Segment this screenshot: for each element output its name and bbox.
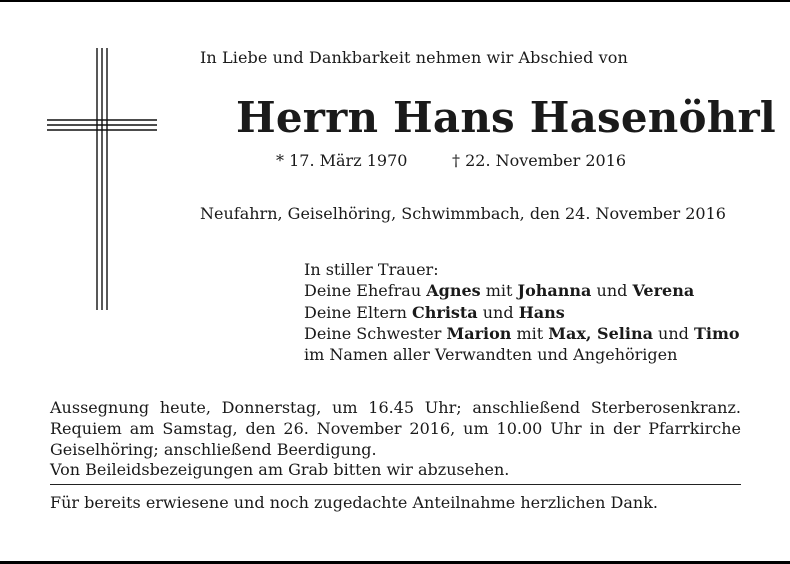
mourner-line-relatives: im Namen aller Verwandten und Angehörigen (304, 345, 678, 365)
service-details: Aussegnung heute, Donnerstag, um 16.45 Uhr; anschließend Sterberosenkranz. Requiem am Samstag, den 26. November 2016, um 10.00 Uhr in der Pfarrkirche Geiselhöring; anschließend Beerdigung. (50, 398, 741, 459)
mourner-name: Johanna (517, 281, 592, 301)
mourner-name: Verena (632, 281, 695, 301)
deceased-name: Herrn Hans Hasenöhrl (236, 93, 776, 142)
intro-text: In Liebe und Dankbarkeit nehmen wir Abschied von (200, 48, 628, 67)
death-date: † 22. November 2016 (452, 151, 627, 170)
line-text: und (591, 281, 633, 301)
mourner-name: Max, Selina (548, 323, 653, 343)
line-text: Deine Schwester (304, 323, 447, 343)
line-text: Deine Eltern (304, 302, 413, 322)
line-text: Deine Ehefrau (304, 281, 427, 301)
mourner-line-parents (304, 302, 740, 323)
line-text: mit (511, 323, 549, 343)
thanks-note: Für bereits erwiesene und noch zugedachte Anteilnahme herzlichen Dank. (50, 493, 658, 512)
mourner-name: Christa (412, 302, 478, 322)
mourner-name: Agnes (426, 281, 481, 301)
birth-date: * 17. März 1970 (276, 151, 408, 170)
mourner-name: Marion (446, 323, 512, 343)
place-and-date: Neufahrn, Geiselhöring, Schwimmbach, den 24. November 2016 (200, 204, 726, 223)
mourner-line-sister (304, 323, 740, 344)
mourner-name: Timo (693, 323, 740, 343)
mourners-heading: In stiller Trauer: (304, 260, 439, 279)
mourner-name: Hans (518, 302, 565, 322)
mourners-list (304, 259, 740, 365)
line-text: und (477, 302, 519, 322)
mourner-line-spouse (304, 280, 740, 301)
line-text: und (652, 323, 694, 343)
cross-icon (47, 48, 157, 310)
line-text: mit (480, 281, 518, 301)
divider (50, 484, 741, 485)
condolence-note: Von Beileidsbezeigungen am Grab bitten wir abzusehen. (50, 460, 510, 479)
top-border (0, 0, 790, 2)
